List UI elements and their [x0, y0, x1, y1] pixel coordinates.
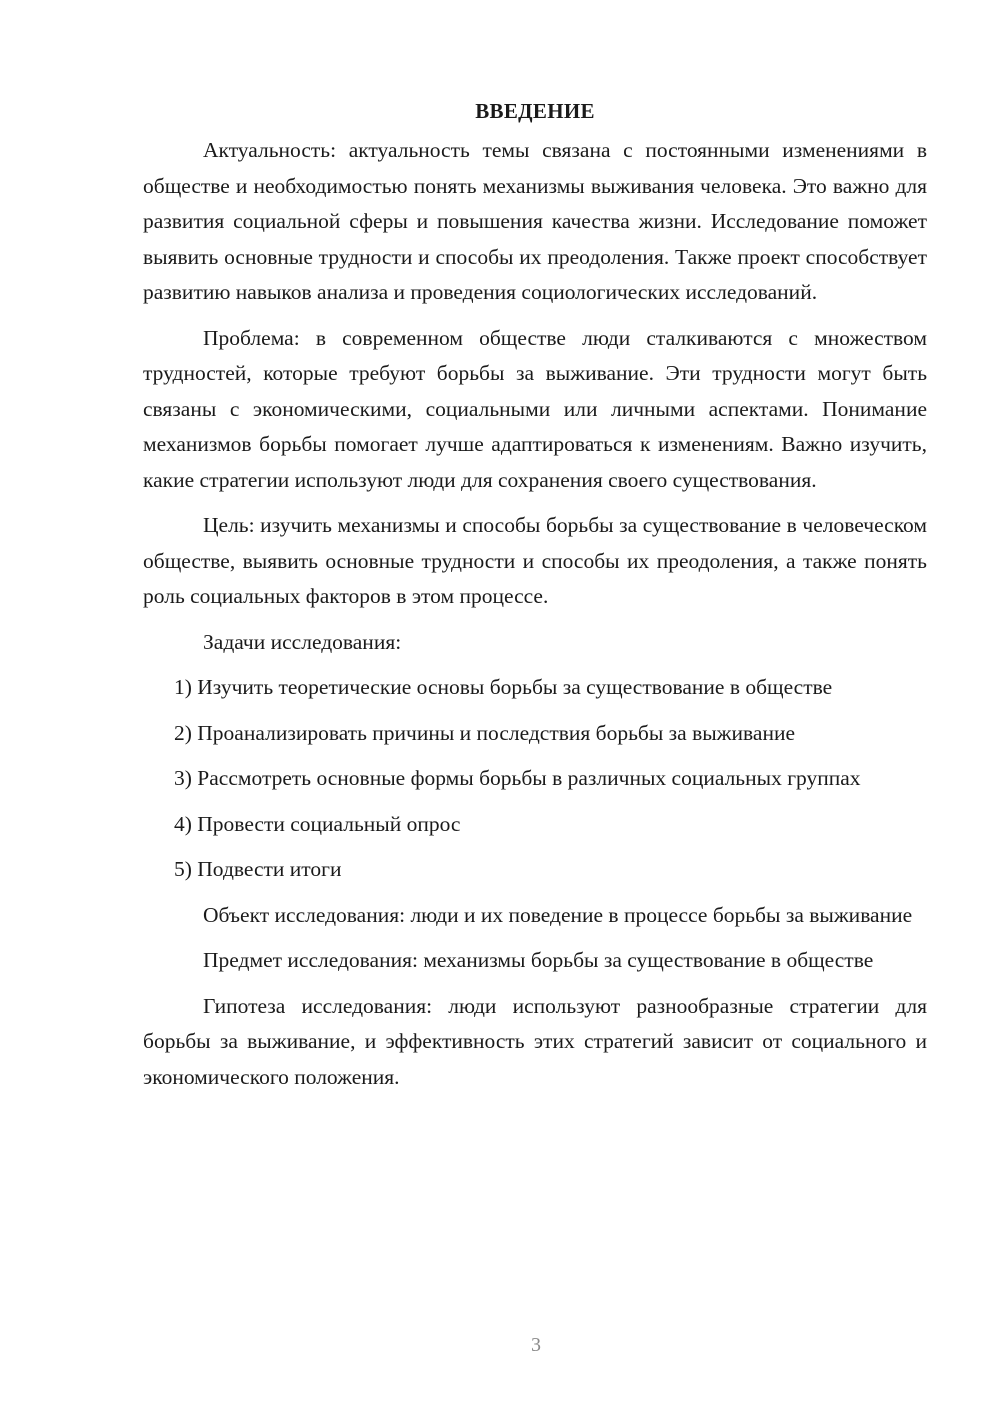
hypothesis-paragraph: Гипотеза исследования: люди используют разнообразные стратегии для борьбы за выживание, и эффективность этих стратегий зависит от социального и экономического положения. [143, 993, 927, 1089]
task-item: 2) Проанализировать причины и последствия борьбы за выживание [174, 720, 796, 745]
problem-paragraph: Проблема: в современном обществе люди сталкиваются с множеством трудностей, которые требуют борьбы за выживание. Эти трудности могут быть связаны с экономическими, социальными или личными аспектами. Понимание механизмов борьбы помогает лучше адаптироваться к изменениям. Важно изучить, какие стратегии используют люди для сохранения своего существования. [143, 325, 927, 492]
document-body [143, 93, 927, 1105]
task-item: 4) Провести социальный опрос [174, 811, 461, 836]
goal-paragraph: Цель: изучить механизмы и способы борьбы за существование в человеческом обществе, выявить основные трудности и способы их преодоления, а также понять роль социальных факторов в этом процессе. [143, 513, 927, 608]
page-number: 3 [531, 1334, 541, 1356]
tasks-heading: Задачи исследования: [203, 629, 402, 654]
task-item: 3) Рассмотреть основные формы борьбы в различных социальных группах [174, 766, 861, 790]
task-item: 5) Подвести итоги [174, 857, 342, 881]
section-title: ВВЕДЕНИЕ [475, 99, 595, 123]
task-item: 1) Изучить теоретические основы борьбы за существование в обществе [174, 675, 833, 699]
relevance-paragraph: Актуальность: актуальность темы связана с постоянными изменениями в обществе и необходимостью понять механизмы выживания человека. Это важно для развития социальной сферы и повышения качества жизни. Исследование поможет выявить основные трудности и способы их преодоления. Также проект способствует развитию навыков анализа и проведения социологических исследований. [143, 138, 927, 304]
object-paragraph: Объект исследования: люди и их поведение в процессе борьбы за выживание [203, 902, 913, 927]
subject-paragraph: Предмет исследования: механизмы борьбы за существование в обществе [203, 948, 874, 972]
